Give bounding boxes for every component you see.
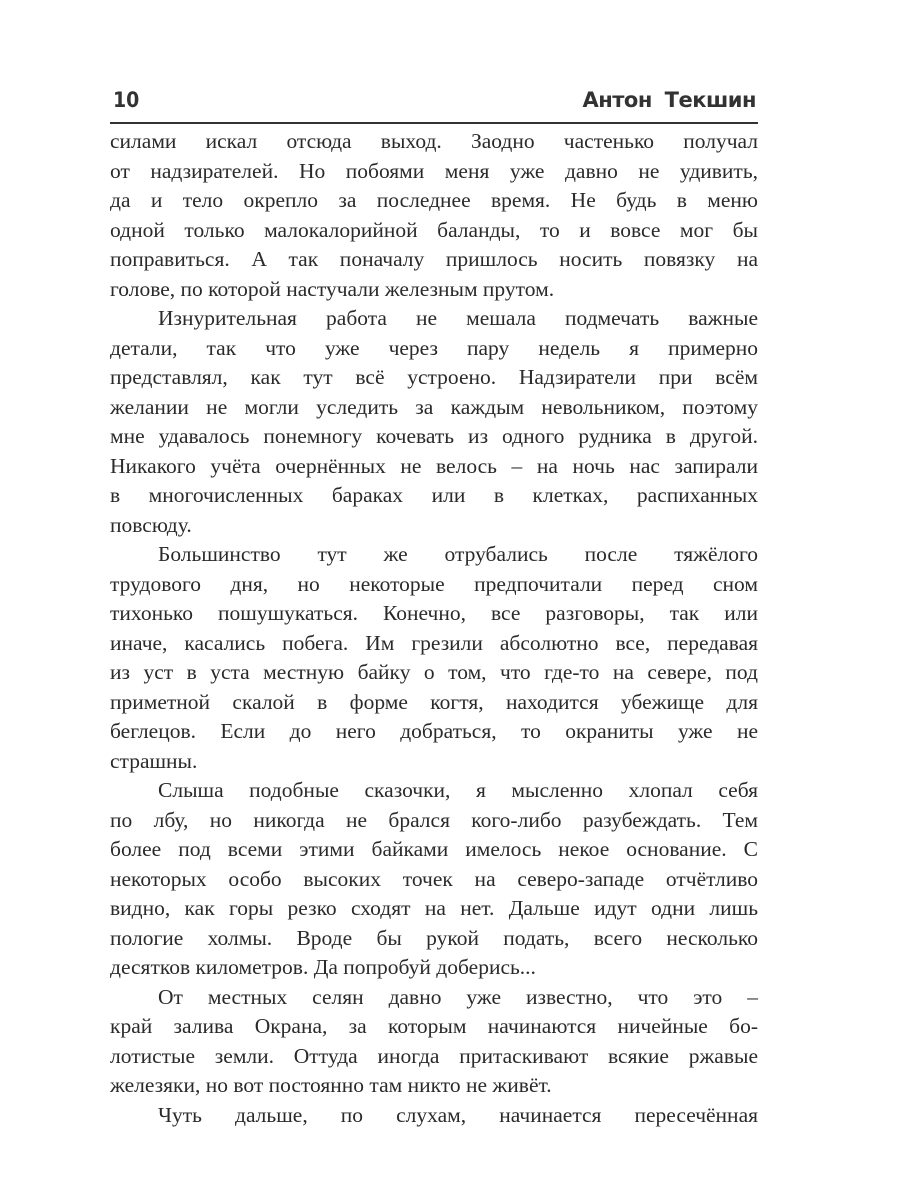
- page-number: 10: [113, 88, 140, 112]
- text-line: От местных селян давно уже известно, что это –: [158, 984, 758, 1009]
- text-line: Большинство тут же отрубались после тяжёлого: [158, 542, 758, 566]
- text-line: страшны.: [110, 748, 198, 773]
- text-line: более под всеми этими байками имелось некое основание. С: [110, 837, 758, 861]
- text-line: пологие холмы. Вроде бы рукой подать, всего несколько: [110, 925, 758, 950]
- paragraph: [110, 776, 758, 983]
- header-rule: [110, 122, 758, 124]
- text-line: Слыша подобные сказочки, я мысленно хлопал себя: [158, 778, 758, 802]
- text-line: по лбу, но никогда не брался кого-либо разубеждать. Тем: [110, 807, 758, 832]
- text-line: из уст в уста местную байку о том, что где-то на севере, под: [110, 660, 758, 684]
- text-line: одной только малокалорийной баланды, то и вовсе мог бы: [110, 217, 758, 242]
- text-line: Никакого учёта очернённых не велось – на ночь нас запирали: [110, 453, 758, 478]
- text-line: мне удавалось понемногу кочевать из одного рудника в другой.: [110, 424, 758, 448]
- paragraph: [110, 983, 758, 1101]
- text-line: в многочисленных бараках или в клетках, распиханных: [110, 483, 758, 507]
- text-line: некоторых особо высоких точек на северо-западе отчётливо: [110, 866, 758, 891]
- body-text: [110, 127, 758, 1130]
- text-line: Чуть дальше, по слухам, начинается пересечённая: [158, 1102, 758, 1127]
- text-line: повсюду.: [110, 512, 192, 537]
- text-line: железяки, но вот постоянно там никто не живёт.: [110, 1073, 552, 1097]
- running-head-author: Антон Текшин: [582, 88, 756, 112]
- paragraph: [110, 127, 758, 304]
- text-line: поправиться. А так поначалу пришлось носить повязку на: [110, 247, 758, 271]
- paragraph: [110, 1101, 758, 1131]
- paragraph: [110, 540, 758, 776]
- text-line: силами искал отсюда выход. Заодно частенько получал: [110, 129, 758, 153]
- text-line: лотистые земли. Оттуда иногда притаскивают всякие ржавые: [110, 1043, 758, 1068]
- text-line: детали, так что уже через пару недель я примерно: [110, 335, 758, 360]
- paragraph: [110, 304, 758, 540]
- text-line: представлял, как тут всё устроено. Надзиратели при всём: [110, 365, 758, 389]
- text-line: голове, по которой настучали железным прутом.: [110, 276, 555, 301]
- text-line: трудового дня, но некоторые предпочитали перед сном: [110, 571, 758, 596]
- running-header: [110, 84, 758, 120]
- text-line: иначе, касались побега. Им грезили абсолютно все, передавая: [110, 630, 758, 655]
- text-line: тихонько пошушукаться. Конечно, все разговоры, так или: [110, 601, 758, 625]
- text-line: беглецов. Если до него добраться, то окраниты уже не: [110, 719, 758, 743]
- text-line: Изнурительная работа не мешала подмечать важные: [158, 306, 758, 330]
- text-line: край залива Окрана, за которым начинаются ничейные бо-: [110, 1014, 758, 1038]
- text-line: видно, как горы резко сходят на нет. Дальше идут одни лишь: [110, 896, 758, 920]
- text-line: да и тело окрепло за последнее время. Не будь в меню: [110, 188, 758, 212]
- text-line: приметной скалой в форме когтя, находится убежище для: [110, 689, 758, 714]
- text-line: от надзирателей. Но побоями меня уже давно не удивить,: [110, 158, 758, 183]
- text-line: желании не могли уследить за каждым невольником, поэтому: [110, 394, 758, 419]
- text-line: десятков километров. Да попробуй доберись...: [110, 955, 536, 979]
